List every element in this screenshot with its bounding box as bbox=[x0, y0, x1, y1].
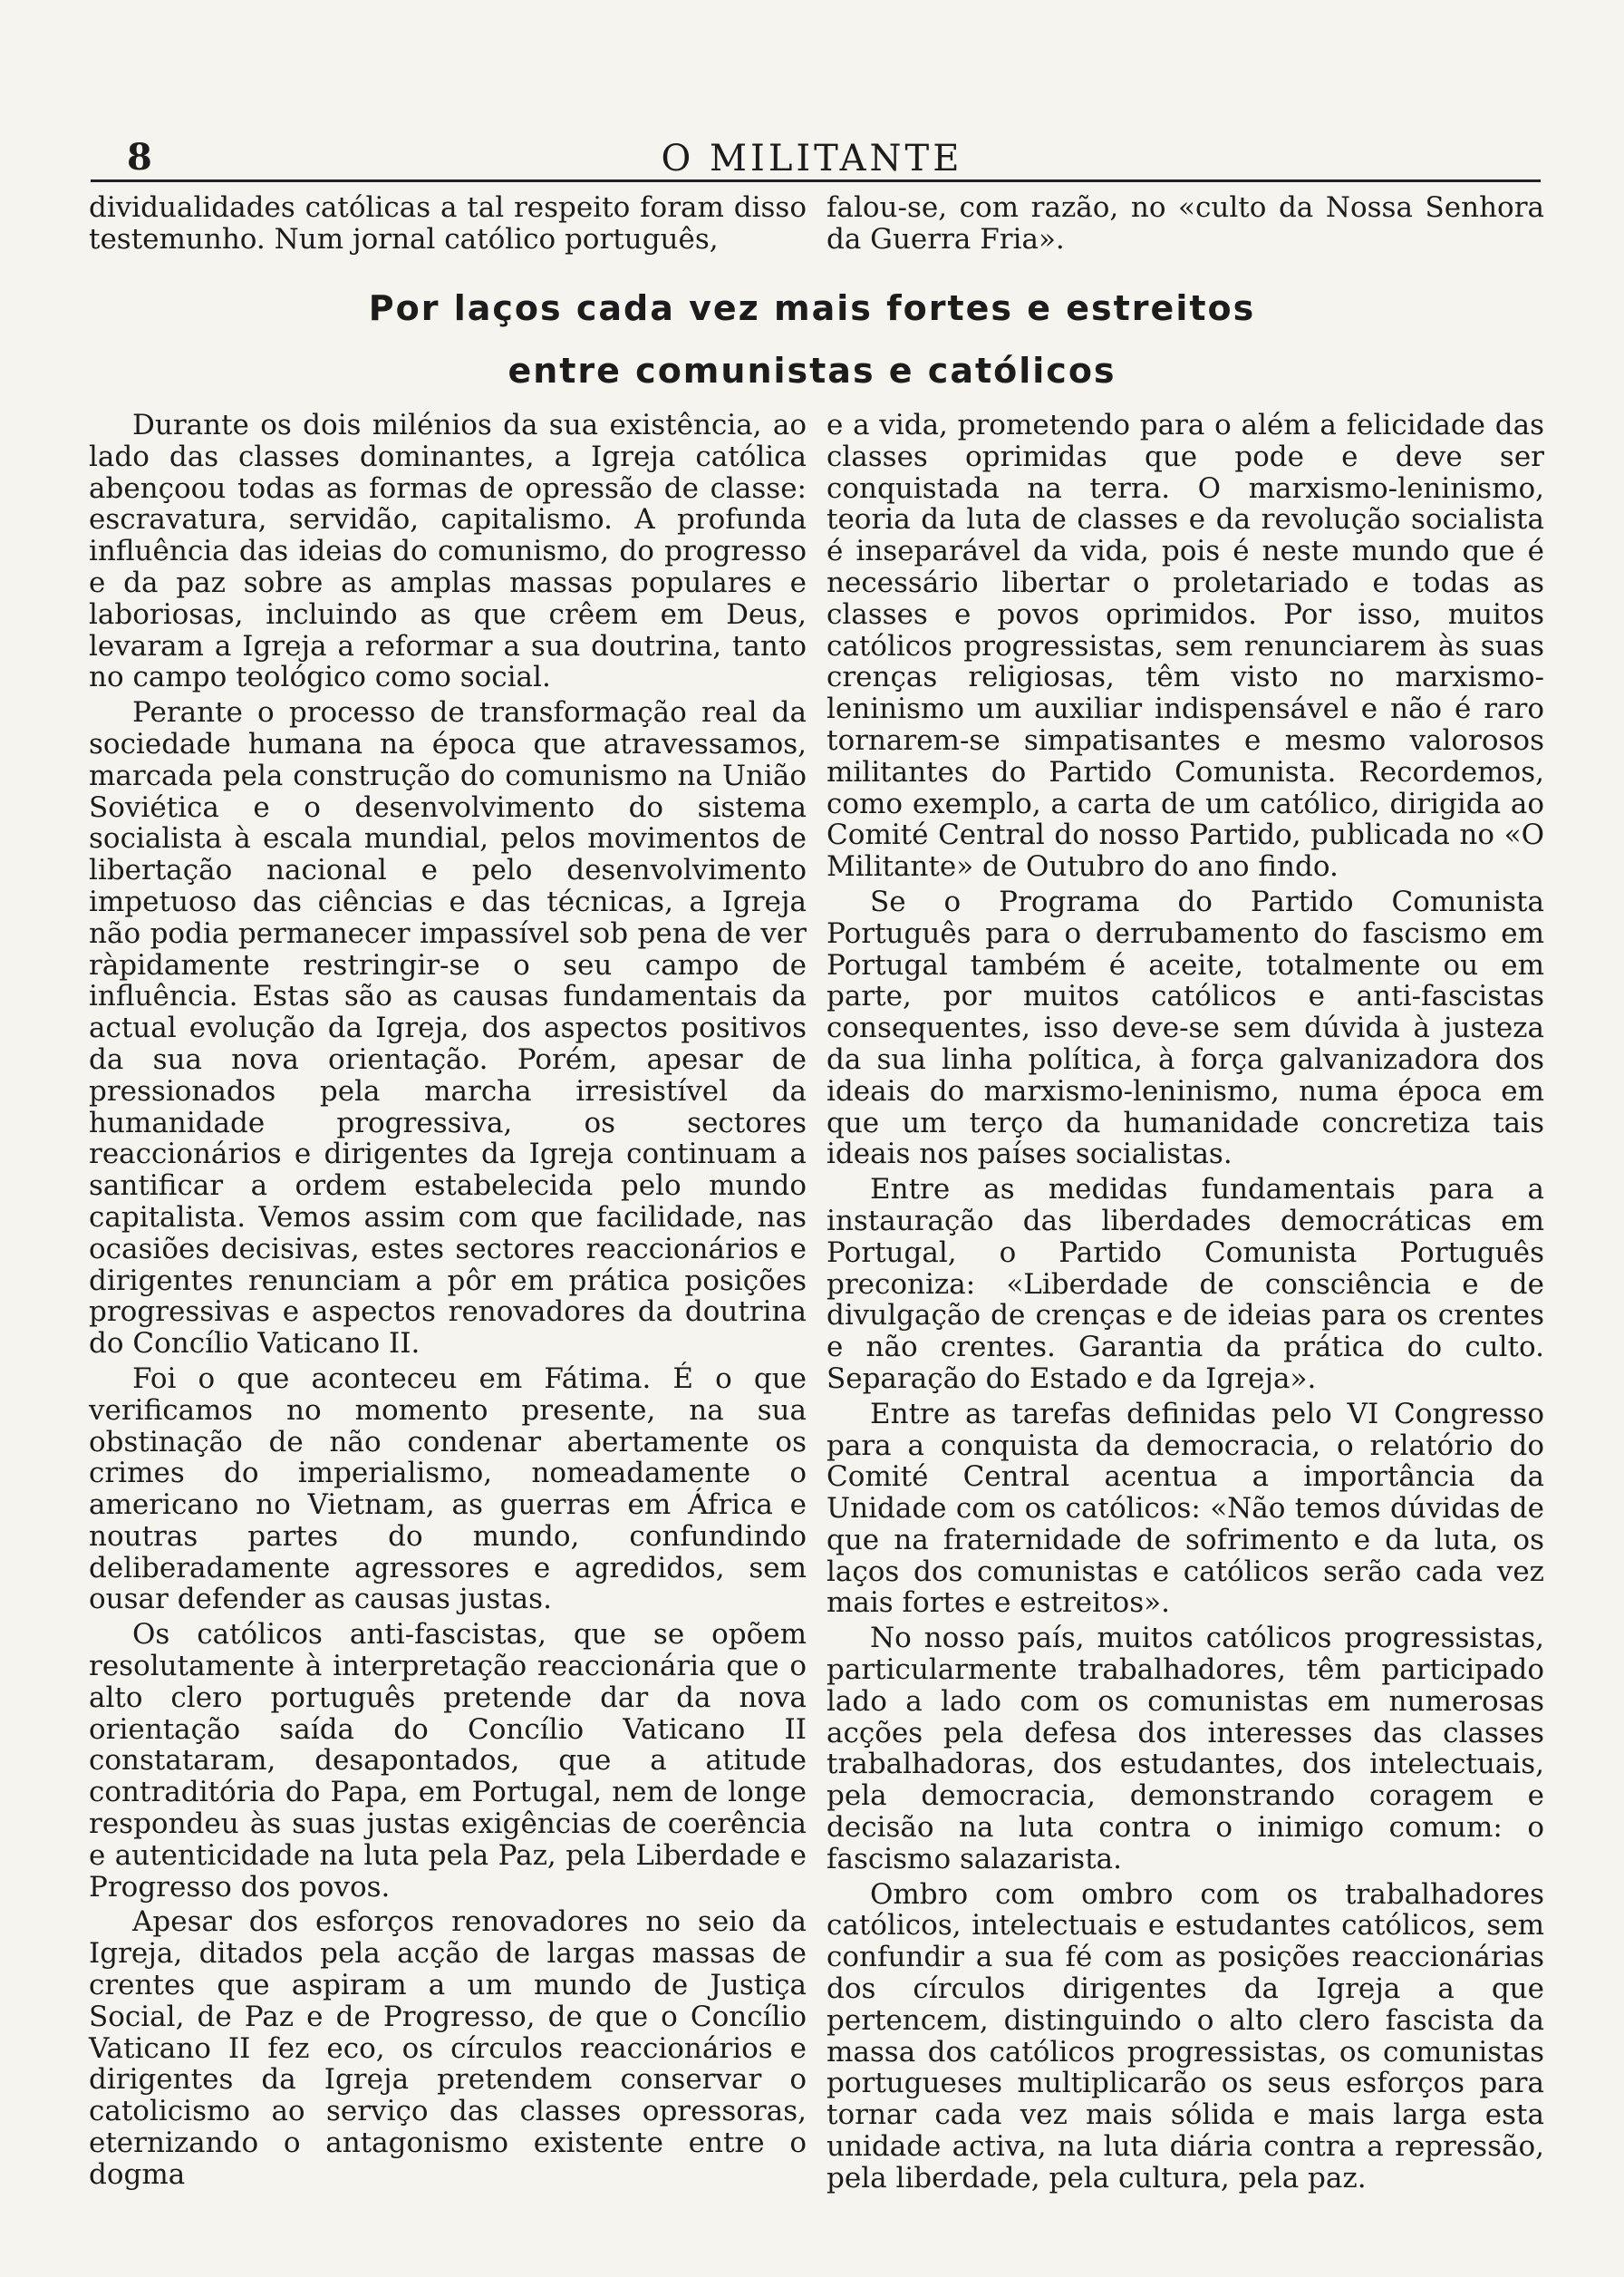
paragraph-continuation: e a vida, prometendo para o além a felicidade das classes oprimidas que pode e deve ser conquistada na terra. O marxismo-leninismo, teoria da luta de classes e da revolução socialista é inseparável da vida, pois é neste mundo que é necessário libertar o proletariado e todas as classes e povos oprimidos. Por isso, muitos católicos progressistas, sem renunciarem às suas crenças religiosas, têm visto no marxismo-leninismo um auxiliar indispensável e não é raro tornarem-se simpatisantes e mesmo valorosos militantes do Partido Comunista. Recordemos, como exemplo, a carta de um católico, dirigida ao Comité Central do nosso Partido, publicada no «O Militante» de Outubro do ano findo. bbox=[826, 409, 1544, 884]
paragraph: Durante os dois milénios da sua existência, ao lado das classes dominantes, a Igreja católica abençoou todas as formas de opressão de classe: escravatura, servidão, capitalismo. A profunda influência das ideias do comunismo, do progresso e da paz sobre as amplas massas populares e laboriosas, incluindo as que crêem em Deus, levaram a Igreja a reformar a sua doutrina, tanto no campo teológico como social. bbox=[89, 409, 807, 694]
page-number: 8 bbox=[127, 136, 152, 179]
article-right-column bbox=[826, 410, 1544, 2198]
paragraph: Perante o processo de transformação real da sociedade humana na época que atravessamos, marcada pela construção do comunismo na União Soviética e o desenvolvimento do sistema socialista à escala mundial, pelos movimentos de libertação nacional e pelo desenvolvimento impetuoso das ciências e das técnicas, a Igreja não podia permanecer impassível sob pena de ver ràpidamente restringir-se o seu campo de influência. Estas são as causas fundamentais da actual evolução da Igreja, dos aspectos positivos da sua nova orientação. Porém, apesar de pressionados pela marcha irresistível da humanidade progressiva, os sectores reaccionários e dirigentes da Igreja continuam a santificar a ordem estabelecida pelo mundo capitalista. Vemos assim com que facilidade, nas ocasiões decisivas, estes sectores reaccionários e dirigentes renunciam a pôr em prática posições progressivas e aspectos renovadores da doutrina do Concílio Vaticano II. bbox=[89, 696, 807, 1361]
paragraph: Ombro com ombro com os trabalhadores católicos, intelectuais e estudantes católicos, sem confundir a sua fé com as posições reaccionárias dos círculos dirigentes da Igreja a que pertencem, distinguindo o alto clero fascista da massa dos católicos progressistas, os comunistas portugueses multiplicarão os seus esforços para tornar cada vez mais sólida e mais larga esta unidade activa, na luta diária contra a repressão, pela liberdade, pela cultura, pela paz. bbox=[826, 1877, 1544, 2195]
paragraph: Entre as tarefas definidas pelo VI Congresso para a conquista da democracia, o relatório do Comité Central acentua a importância da Unidade com os católicos: «Não temos dúvidas de que na fraternidade de sofrimento e da luta, os laços dos comunistas e católicos serão cada vez mais fortes e estreitos». bbox=[826, 1397, 1544, 1620]
paragraph: Entre as medidas fundamentais para a instauração das liberdades democráticas em Portugal, o Partido Comunista Português preconiza: «Liberdade de consciência e de divulgação de crenças e de ideias para os crentes e não crentes. Garantia da prática do culto. Separação do Estado e da Igreja». bbox=[826, 1173, 1544, 1395]
running-title: O MILITANTE bbox=[661, 138, 963, 179]
article-title-line-1: Por laços cada vez mais fortes e estreitos bbox=[368, 288, 1256, 328]
paragraph: Os católicos anti-fascistas, que se opõem resolutamente à interpretação reaccionária que o alto clero português pretende dar da nova orientação saída do Concílio Vaticano II constataram, desapontados, que a atitude contraditória do Papa, em Portugal, nem de longe respondeu às suas justas exigências de coerência e autenticidade na luta pela Paz, pela Liberdade e Progresso dos povos. bbox=[89, 1618, 807, 1904]
paragraph: Apesar dos esforços renovadores no seio da Igreja, ditados pela acção de largas massas de crentes que aspiram a um mundo de Justiça Social, de Paz e de Progresso, de que o Concílio Vaticano II fez eco, os círculos reaccionários e dirigentes da Igreja pretendem conservar o catolicismo ao serviço das classes opressoras, eternizando o antagonismo existente entre o dogma bbox=[89, 1905, 807, 2191]
top-left-fragment bbox=[89, 192, 807, 259]
top-right-fragment bbox=[826, 192, 1544, 259]
paragraph: Se o Programa do Partido Comunista Português para o derrubamento do fascismo em Portugal também é aceite, totalmente ou em parte, por muitos católicos e anti-fascistas consequentes, isso deve-se sem dúvida à justeza da sua linha política, à força galvanizadora dos ideais do marxismo-leninismo, numa época em que um terço da humanidade concretiza tais ideais nos países socialistas. bbox=[826, 885, 1544, 1171]
article-left-column bbox=[89, 410, 807, 2195]
paragraph: Foi o que aconteceu em Fátima. É o que verificamos no momento presente, na sua obstinação de não condenar abertamente os crimes do imperialismo, nomeadamente o americano no Vietnam, as guerras em África e noutras partes do mundo, confundindo deliberadamente agressores e agredidos, sem ousar defender as causas justas. bbox=[89, 1361, 807, 1616]
fragment-text: dividualidades católicas a tal respeito foram disso testemunho. Num jornal católico português, bbox=[89, 191, 807, 256]
header-rule bbox=[91, 179, 1541, 182]
fragment-text: falou-se, com razão, no «culto da Nossa Senhora da Guerra Fria». bbox=[826, 191, 1544, 256]
paragraph: No nosso país, muitos católicos progressistas, particularmente trabalhadores, têm participado lado a lado com os comunistas em numerosas acções pela defesa dos interesses das classes trabalhadoras, dos estudantes, dos intelectuais, pela democracia, demonstrando coragem e decisão na luta contra o inimigo comum: o fascismo salazarista. bbox=[826, 1622, 1544, 1875]
article-title-line-2: entre comunistas e católicos bbox=[508, 351, 1116, 391]
